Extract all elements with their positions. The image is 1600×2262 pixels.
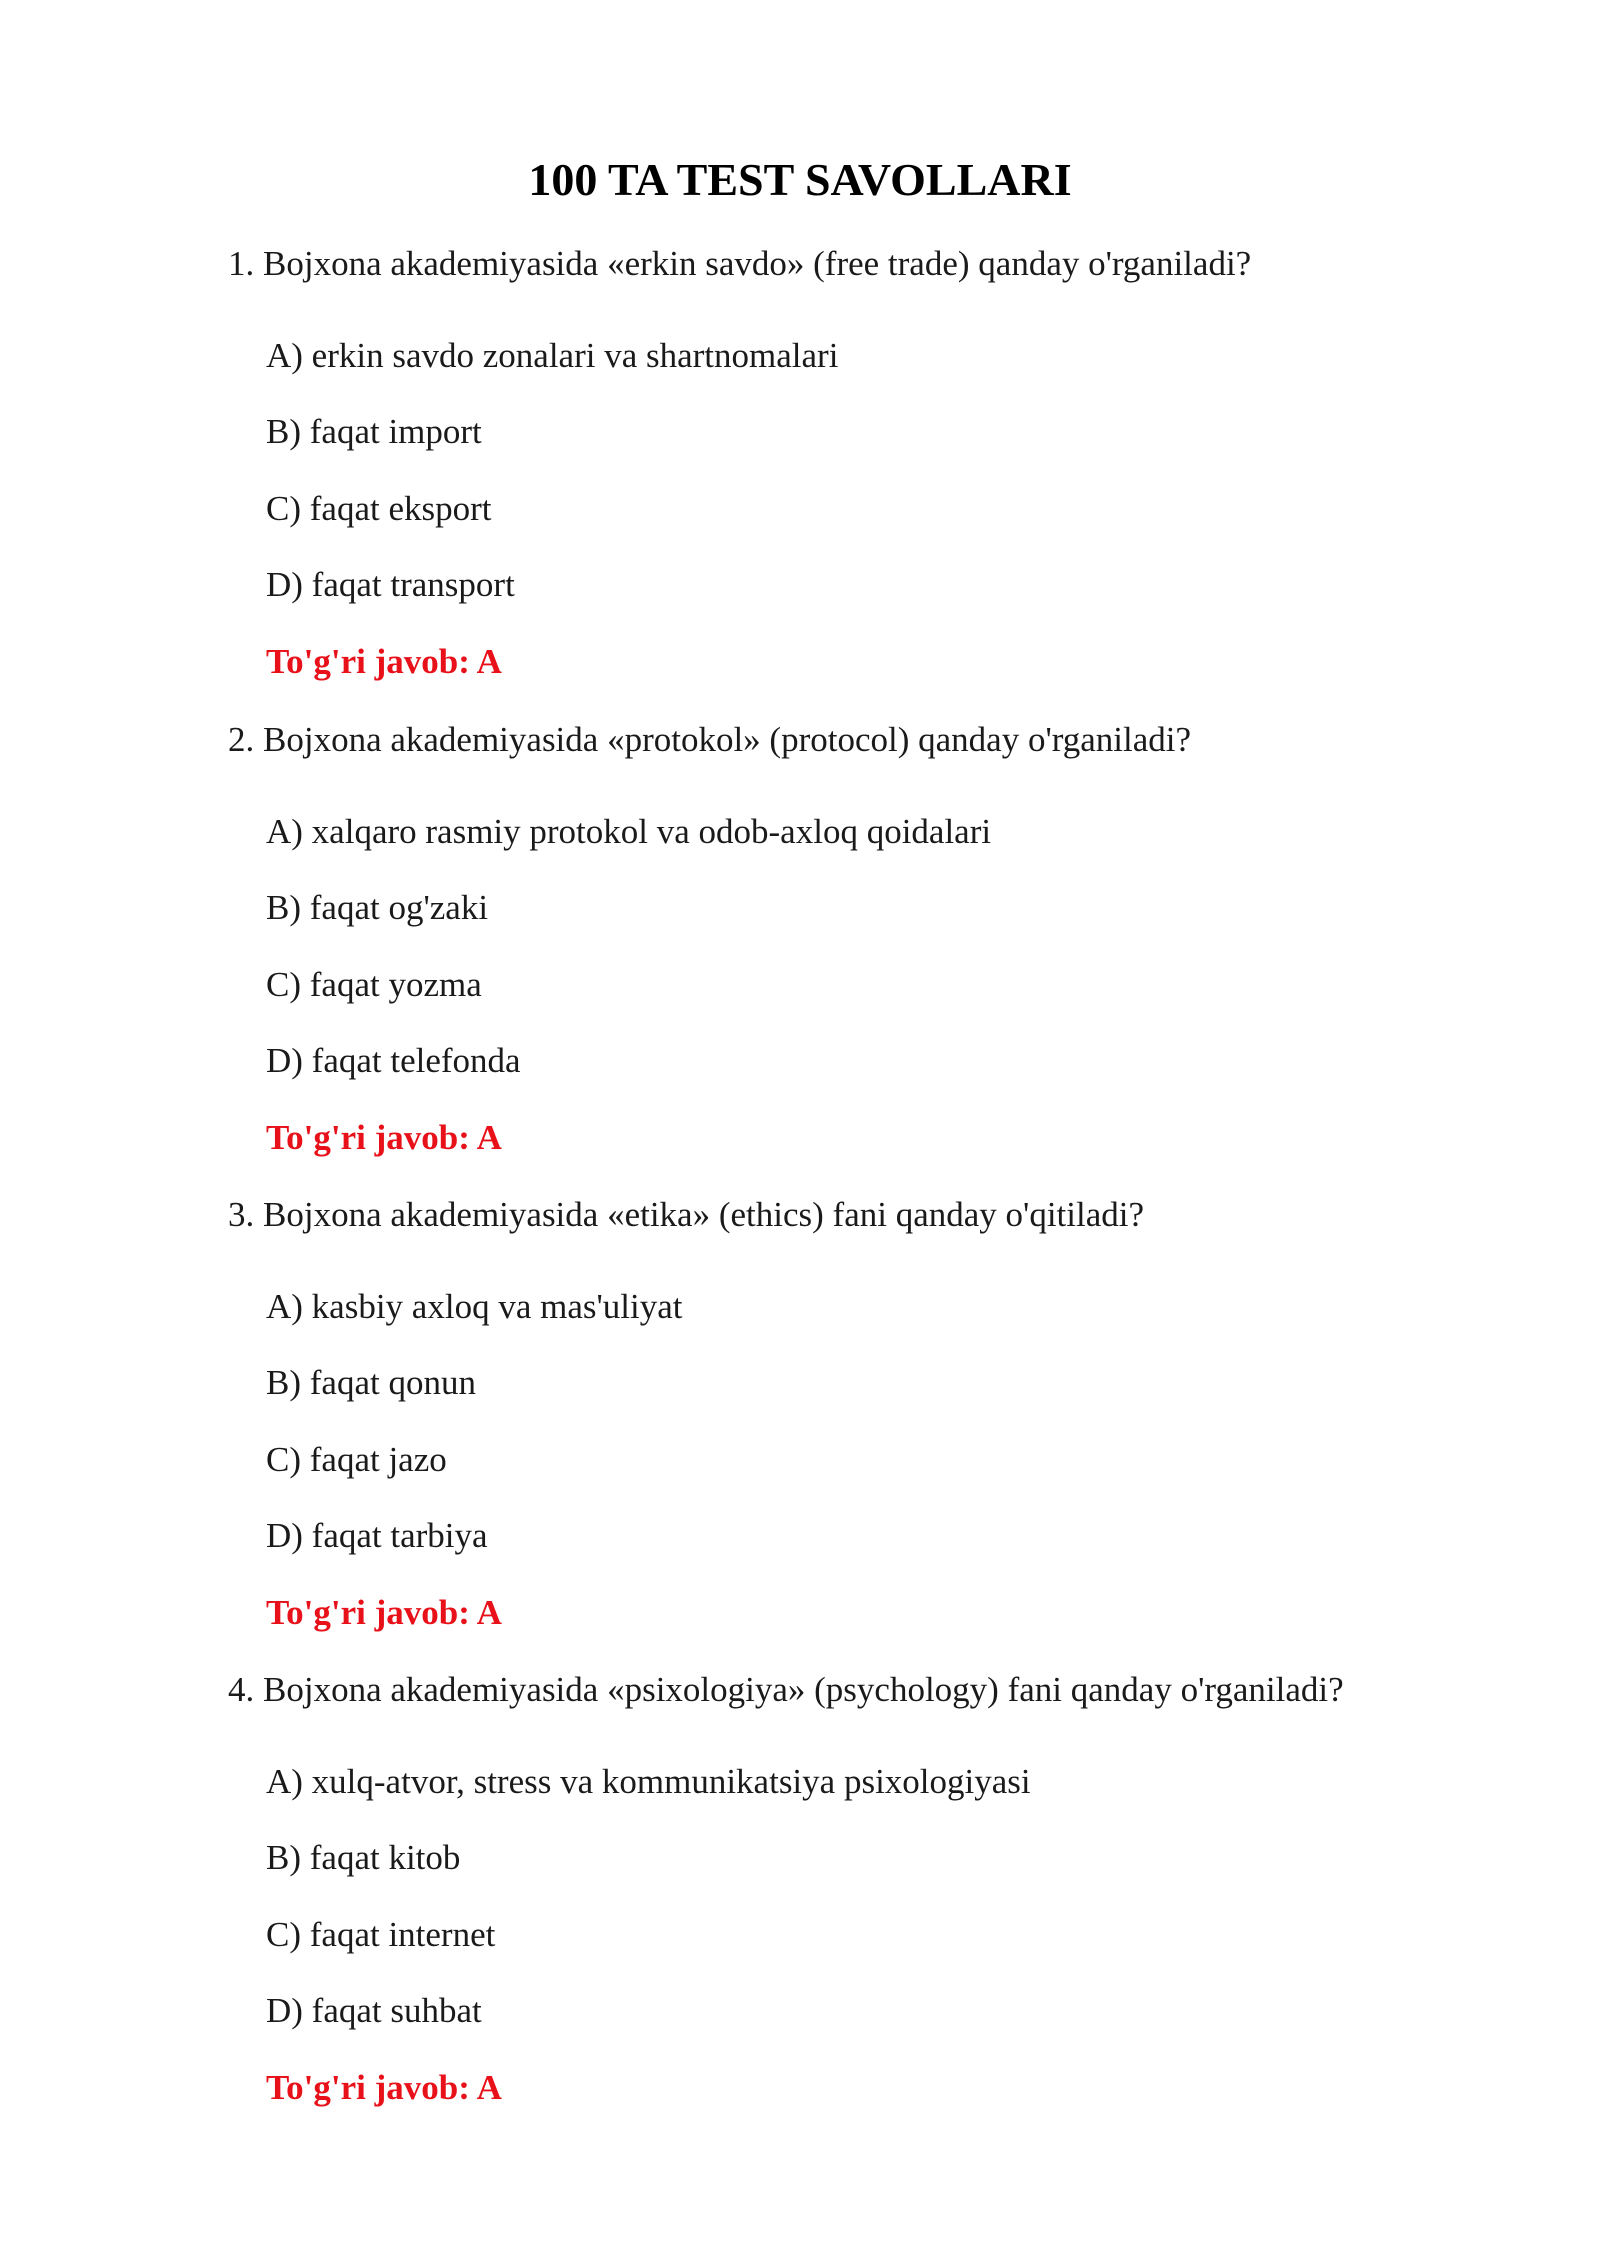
question-text: 1. Bojxona akademiyasida «erkin savdo» (free trade) qanday o'rganiladi? xyxy=(228,244,1252,283)
question-text: 2. Bojxona akademiyasida «protokol» (protocol) qanday o'rganiladi? xyxy=(228,720,1192,759)
option-b: B) faqat import xyxy=(266,412,482,451)
option-a: A) kasbiy axloq va mas'uliyat xyxy=(266,1287,683,1326)
correct-answer: To'g'ri javob: A xyxy=(266,642,502,681)
correct-answer: To'g'ri javob: A xyxy=(266,2068,502,2107)
question-text: 4. Bojxona akademiyasida «psixologiya» (psychology) fani qanday o'rganiladi? xyxy=(228,1670,1344,1709)
option-d: D) faqat tarbiya xyxy=(266,1516,488,1555)
correct-answer: To'g'ri javob: A xyxy=(266,1593,502,1632)
option-c: C) faqat eksport xyxy=(266,489,492,528)
option-c: C) faqat jazo xyxy=(266,1440,447,1479)
option-c: C) faqat internet xyxy=(266,1915,496,1954)
option-d: D) faqat telefonda xyxy=(266,1041,521,1080)
option-b: B) faqat qonun xyxy=(266,1363,476,1402)
option-b: B) faqat kitob xyxy=(266,1838,461,1877)
option-d: D) faqat transport xyxy=(266,565,515,604)
question-text: 3. Bojxona akademiyasida «etika» (ethics) fani qanday o'qitiladi? xyxy=(228,1195,1145,1234)
option-c: C) faqat yozma xyxy=(266,965,482,1004)
option-a: A) xalqaro rasmiy protokol va odob-axloq qoidalari xyxy=(266,812,992,851)
option-a: A) xulq-atvor, stress va kommunikatsiya psixologiyasi xyxy=(266,1762,1031,1801)
option-d: D) faqat suhbat xyxy=(266,1991,482,2030)
document-title: 100 TA TEST SAVOLLARI xyxy=(528,154,1072,205)
option-b: B) faqat og'zaki xyxy=(266,888,489,927)
option-a: A) erkin savdo zonalari va shartnomalari xyxy=(266,336,839,375)
correct-answer: To'g'ri javob: A xyxy=(266,1118,502,1157)
